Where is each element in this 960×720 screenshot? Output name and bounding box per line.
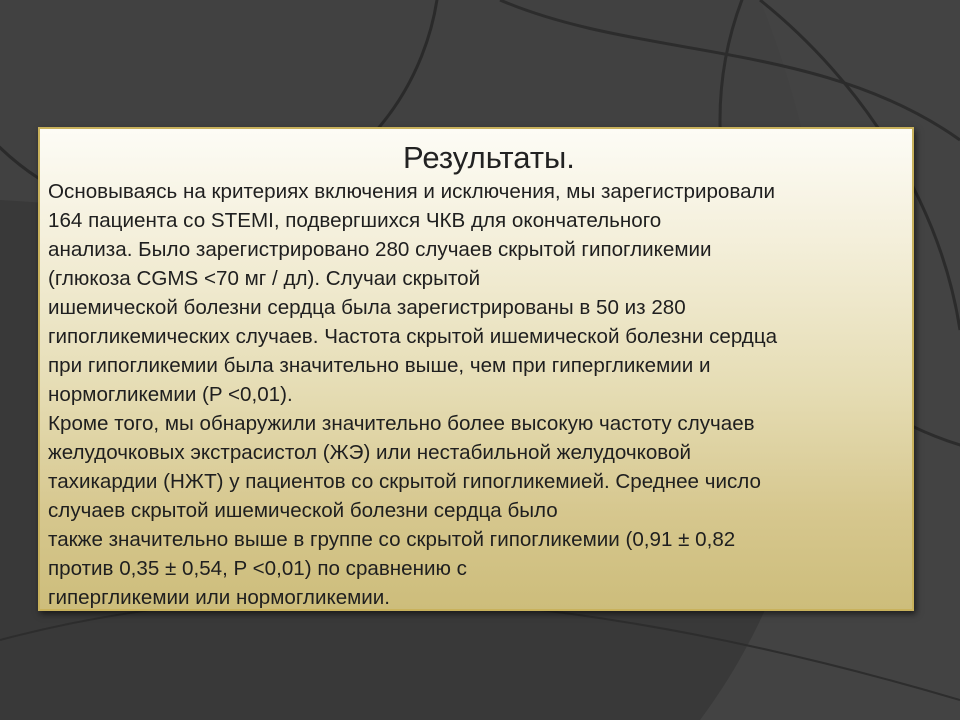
slide-title: Результаты. (403, 140, 575, 175)
text-line: гипогликемических случаев. Частота скрытой ишемической болезни сердца (48, 325, 778, 348)
text-line: против 0,35 ± 0,54, P <0,01) по сравнению с (48, 557, 467, 580)
text-line: (глюкоза CGMS <70 мг / дл). Случаи скрытой (48, 267, 481, 290)
text-line: желудочковых экстрасистол (ЖЭ) или нестабильной желудочковой (48, 441, 691, 464)
text-line: Основываясь на критериях включения и исключения, мы зарегистрировали (48, 180, 776, 203)
text-line: 164 пациента со STEMI, подвергшихся ЧКВ для окончательного (48, 209, 662, 232)
content-panel (38, 127, 914, 611)
text-line: также значительно выше в группе со скрытой гипогликемии (0,91 ± 0,82 (48, 528, 736, 551)
paragraph-additional-findings (48, 409, 900, 612)
text-line: тахикардии (НЖТ) у пациентов со скрытой гипогликемией. Среднее число (48, 470, 761, 493)
text-line: ишемической болезни сердца была зарегистрированы в 50 из 280 (48, 296, 686, 319)
text-line: нормогликемии (P <0,01). (48, 383, 293, 406)
text-line: анализа. Было зарегистрировано 280 случаев скрытой гипогликемии (48, 238, 712, 261)
text-line: случаев скрытой ишемической болезни сердца было (48, 499, 558, 522)
text-line: гипергликемии или нормогликемии. (48, 586, 391, 609)
text-line: Кроме того, мы обнаружили значительно более высокую частоту случаев (48, 412, 755, 435)
text-line: при гипогликемии была значительно выше, чем при гипергликемии и (48, 354, 711, 377)
paragraph-results (48, 177, 900, 409)
